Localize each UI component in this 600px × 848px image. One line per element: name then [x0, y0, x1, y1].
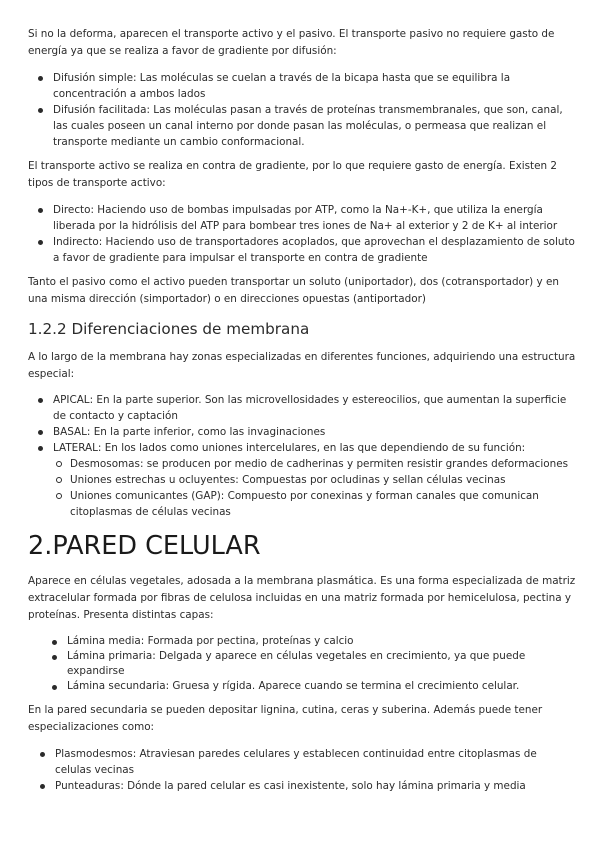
- sub-item-uniones-estrechas: Uniones estrechas u ocluyentes: Compuestas por ocludinas y sellan células vecinas: [28, 472, 576, 488]
- passive-transport-list: [28, 70, 576, 150]
- list-item-lamina-primaria: Lámina primaria: Delgada y aparece en células vegetales en crecimiento, ya que puede expandirse: [42, 649, 576, 679]
- transport-types-paragraph: Tanto el pasivo como el activo pueden transportar un soluto (uniportador), dos (cotransportador) y en una misma dirección (simportador) o en direcciones opuestas (antiportador): [28, 276, 559, 305]
- list-item-punteaduras: Punteaduras: Dónde la pared celular es casi inexistente, solo hay lámina primaria y media: [30, 778, 576, 794]
- list-item-lamina-secundaria: Lámina secundaria: Gruesa y rígida. Aparece cuando se termina el crecimiento celular.: [42, 679, 576, 694]
- membrane-differentiation-paragraph: A lo largo de la membrana hay zonas especializadas en diferentes funciones, adquiriendo una estructura especial:: [28, 351, 576, 380]
- list-item-indirecto: Indirecto: Haciendo uso de transportadores acoplados, que aprovechan el desplazamiento de soluto a favor de gradiente para impulsar el transporte en contra de gradiente: [28, 234, 576, 266]
- sub-item-uniones-comunicantes: Uniones comunicantes (GAP): Compuesto por conexinas y forman canales que comunican citoplasmas de células vecinas: [28, 488, 576, 520]
- list-item-plasmodesmos: Plasmodesmos: Atraviesan paredes celulares y establecen continuidad entre citoplasmas de celulas vecinas: [30, 746, 576, 778]
- intro-paragraph: Si no la deforma, aparecen el transporte activo y el pasivo. El transporte pasivo no requiere gasto de energía ya que se realiza a favor de gradiente por difusión:: [28, 28, 555, 57]
- active-transport-paragraph: El transporte activo se realiza en contra de gradiente, por lo que requiere gasto de energía. Existen 2 tipos de transporte activo:: [28, 160, 558, 189]
- secondary-wall-paragraph: En la pared secundaria se pueden depositar lignina, cutina, ceras y suberina. Además puede tener especializaciones como:: [28, 704, 543, 733]
- chapter-heading-pared-celular: 2.PARED CELULAR: [28, 531, 261, 561]
- list-item-lateral: LATERAL: En los lados como uniones intercelulares, en las que dependiendo de su función:: [28, 440, 576, 456]
- cell-wall-layers-list: [28, 634, 576, 694]
- list-item-apical: APICAL: En la parte superior. Son las microvellosidades y estereocilios, que aumentan la superficie de contacto y captación: [28, 392, 576, 424]
- list-item-difusion-facilitada: Difusión facilitada: Las moléculas pasan a través de proteínas transmembranales, que son, canal, las cuales poseen un canal interno por donde pasan las moléculas, o permeasa que realizan el transporte mediante un cambio conformacional.: [28, 102, 576, 150]
- specializations-list: [28, 746, 576, 794]
- sub-item-desmosomas: Desmosomas: se producen por medio de cadherinas y permiten resistir grandes deformaciones: [28, 456, 576, 472]
- document-page: [28, 26, 576, 794]
- list-item-directo: Directo: Haciendo uso de bombas impulsadas por ATP, como la Na+-K+, que utiliza la energía liberada por la hidrólisis del ATP para bombear tres iones de Na+ al exterior y 2 de K+ al interior: [28, 202, 576, 234]
- membrane-zones-list: [28, 392, 576, 520]
- list-item-lamina-media: Lámina media: Formada por pectina, proteínas y calcio: [42, 634, 576, 649]
- list-item-difusion-simple: Difusión simple: Las moléculas se cuelan a través de la bicapa hasta que se equilibra la concentración a ambos lados: [28, 70, 576, 102]
- section-heading-1-2-2: 1.2.2 Diferenciaciones de membrana: [28, 320, 310, 338]
- active-transport-list: [28, 202, 576, 266]
- cell-wall-paragraph: Aparece en células vegetales, adosada a la membrana plasmática. Es una forma especializada de matriz extracelular formada por fibras de celulosa incluidas en una matriz formada por hemicelulosa, pectina y proteínas. Presenta distintas capas:: [28, 575, 576, 621]
- list-item-basal: BASAL: En la parte inferior, como las invaginaciones: [28, 424, 576, 440]
